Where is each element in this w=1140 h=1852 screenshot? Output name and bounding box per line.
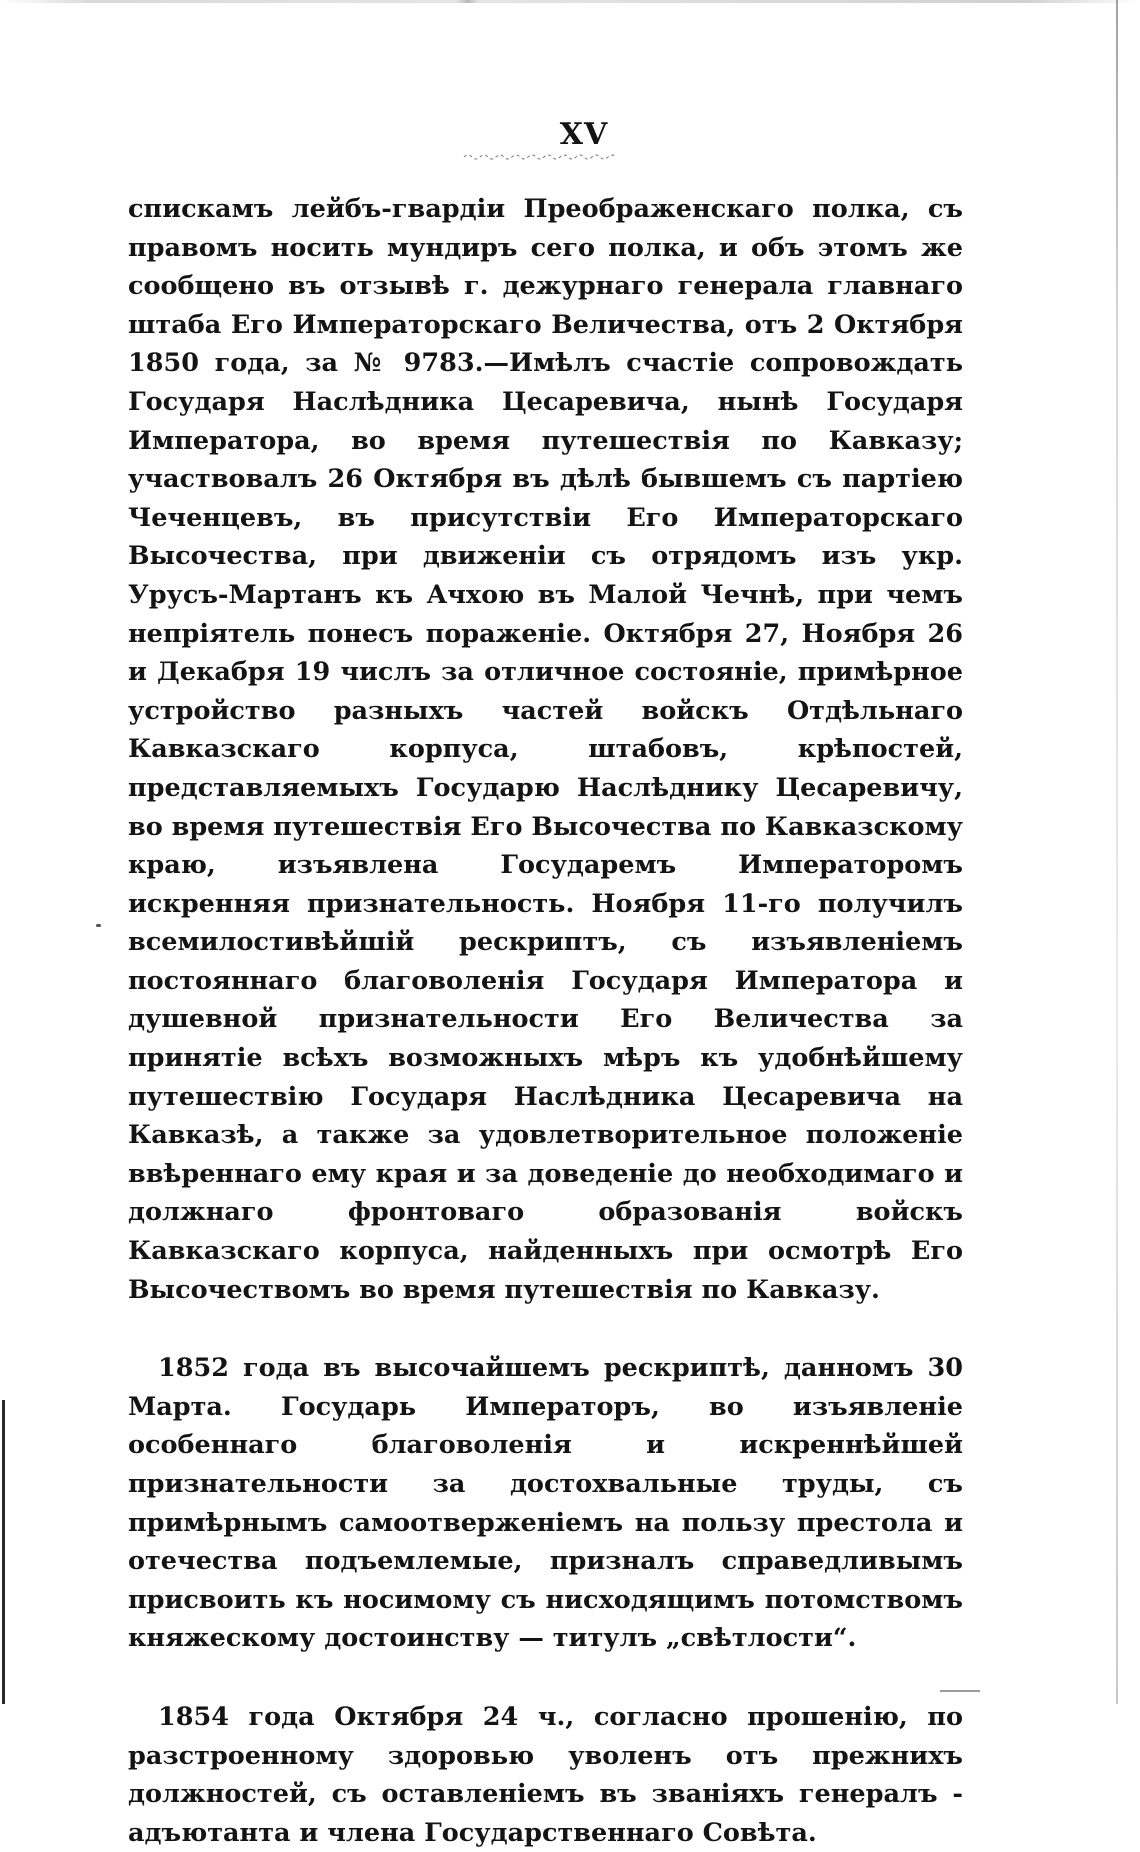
year-1854: 1854 — [158, 1701, 229, 1732]
paragraph-continuation — [128, 190, 963, 1309]
paragraph-text: года Октября 24 ч., согласно прошенію, по разстроенному здоровью уволенъ отъ прежнихъ должностей, съ оставленіемъ въ званіяхъ генералъ - адъютанта и члена Государственнаго Совѣта. — [128, 1701, 963, 1848]
scan-edge-top — [0, 0, 1140, 3]
page-header — [0, 118, 1140, 152]
paragraph-1854 — [128, 1698, 963, 1852]
scan-edge-left — [2, 1400, 5, 1704]
ornament-divider-icon — [462, 151, 622, 161]
paragraph-text: года въ высочайшемъ рескриптѣ, данномъ 30 Марта. Государь Императоръ, во изъявленіе особеннаго благоволенія и искреннѣйшей признательности за достохвальные труды, съ примѣрнымъ самоотверженіемъ на пользу престола и отечества подъемлемые, призналъ справедливымъ присвоить къ носимому съ нисходящимъ потомствомъ княжескому достоинству — титулъ „свѣтлости“. — [128, 1353, 963, 1654]
scan-speck — [96, 924, 101, 927]
paragraph-1852 — [128, 1349, 963, 1658]
body-text — [128, 190, 963, 1852]
paragraph-text: спискамъ лейбъ-гвардіи Преображенскаго полка, съ правомъ носить мундиръ сего полка, и объ этомъ же сообщено въ отзывѣ г. дежурнаго генерала главнаго штаба Его Императорскаго Величества, отъ 2 Октября 1850 года, за № 9783.—Имѣлъ счастіе сопровождать Государя Наслѣдника Цесаревича, нынѣ Государя Императора, во время путешествія по Кавказу; участвовалъ 26 Октября въ дѣлѣ бывшемъ съ партіею Чеченцевъ, въ присутствіи Его Императорскаго Высочества, при движеніи съ отрядомъ изъ укр. Урусъ-Мартанъ къ Ачхою въ Малой Чечнѣ, при чемъ непріятель понесъ пораженіе. Октября 27, Ноября 26 и Декабря 19 числъ за отличное состояніе, примѣрное устройство разныхъ частей войскъ Отдѣльнаго Кавказскаго корпуса, штабовъ, крѣпостей, представляемыхъ Государю Наслѣднику Цесаревичу, во время путешествія Его Высочества по Кавказскому краю, изъявлена Государемъ Императоромъ искренняя признательность. Ноября 11-го получилъ всемилостивѣйшій рескриптъ, съ изъявленіемъ постояннаго благоволенія Государя Императора и душевной признательности Его Величества за принятіе всѣхъ возможныхъ мѣръ къ удобнѣйшему путешествію Государя Наслѣдника Цесаревича на Кавказѣ, а также за удовлетворительное положеніе ввѣреннаго ему края и за доведеніе до необходимаго и должнаго фронтоваго образованія войскъ Кавказскаго корпуса, найденныхъ при осмотрѣ Его Высочествомъ во время путешествія по Кавказу. — [128, 194, 963, 1305]
year-1852: 1852 — [158, 1353, 229, 1384]
page-number: XV — [559, 117, 609, 152]
scan-edge-right — [1116, 0, 1118, 1704]
